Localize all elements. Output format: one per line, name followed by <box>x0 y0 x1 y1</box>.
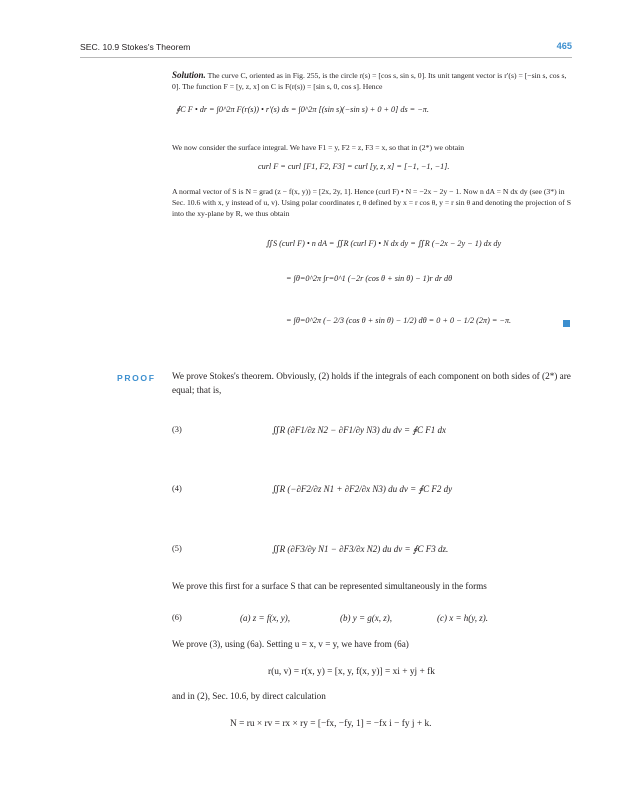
equation-3: ∬R (∂F1/∂z N2 − ∂F1/∂y N3) du dv = ∮C F1 dx <box>272 425 447 435</box>
solution-para-3: A normal vector of S is N = grad (z − f(x, y)) = [2x, 2y, 1]. Hence (curl F) • N = −2x − 2y − 1. Now n dA = N dx dy (see (3*) in Sec. 10.6 with x, y instead of u, v). Using polar coordinates r, θ defined by x = r cos θ, y = r sin θ and denoting the projection of S into the xy-plane by R, we thus obtain <box>172 187 572 218</box>
proof-label: PROOF <box>117 373 156 383</box>
solution-label: Solution. <box>172 70 206 80</box>
equation-surface-integral: ∬S (curl F) • n dA = ∬R (curl F) • N dx dy = ∬R (−2x − 2y − 1) dx dy <box>266 239 502 248</box>
equation-line-integral <box>176 104 429 114</box>
proof-calc-text: and in (2), Sec. 10.6, by direct calculation <box>172 691 326 701</box>
proof-forms-text: We prove this first for a surface S that can be represented simultaneously in the forms <box>172 581 487 591</box>
equation-label-6: (6) <box>172 613 182 622</box>
section-title: SEC. 10.9 Stokes's Theorem <box>80 42 191 52</box>
equation-4: ∬R (−∂F2/∂z N1 + ∂F2/∂x N3) du dv = ∮C F2 dy <box>272 484 453 494</box>
equation-label-4: (4) <box>172 484 182 493</box>
running-header <box>80 40 572 56</box>
proof-using-text: We prove (3), using (6a). Setting u = x, v = y, we have from (6a) <box>172 639 409 649</box>
equation-5: ∬R (∂F3/∂y N1 − ∂F3/∂x N2) du dv = ∮C F3 dz. <box>272 544 449 554</box>
equation-line-integral-text: ∮C F • dr = ∫0^2π F(r(s)) • r′(s) ds = ∫0^2π [(sin s)(−sin s) + 0 + 0] ds = −π. <box>176 105 429 114</box>
equation-polar-integral: = ∫θ=0^2π ∫r=0^1 (−2r (cos θ + sin θ) − 1)r dr dθ <box>286 274 453 283</box>
form-c: (c) x = h(y, z). <box>437 613 489 623</box>
equation-polar-result: = ∫θ=0^2π (− 2/3 (cos θ + sin θ) − 1/2) dθ = 0 + 0 − 1/2 (2π) = −π. <box>286 316 512 325</box>
equation-r: r(u, v) = r(x, y) = [x, y, f(x, y)] = xi + yj + fk <box>268 667 435 677</box>
header-rule <box>80 57 572 58</box>
solution-para-1 <box>172 70 572 92</box>
proof-intro: We prove Stokes's theorem. Obviously, (2) holds if the integrals of each component on both sides of (2*) are equal; that is, <box>172 371 571 395</box>
end-of-solution-mark <box>563 320 570 327</box>
equation-N: N = ru × rv = rx × ry = [−fx, −fy, 1] = −fx i − fy j + k. <box>230 719 432 729</box>
equation-label-5: (5) <box>172 544 182 553</box>
solution-text-1: The curve C, oriented as in Fig. 255, is the circle r(s) = [cos s, sin s, 0]. Its unit tangent vector is r′(s) = [−sin s, cos s, 0]. The function F = [y, z, x] on C is F(r(s)) = [sin s, 0, cos s]. Hence <box>172 71 567 91</box>
page-number: 465 <box>556 41 572 51</box>
form-a: (a) z = f(x, y), <box>240 613 291 623</box>
equation-curl: curl F = curl [F1, F2, F3] = curl [y, z, x] = [−1, −1, −1]. <box>258 162 450 171</box>
solution-para-2: We now consider the surface integral. We have F1 = y, F2 = z, F3 = x, so that in (2*) we obtain <box>172 143 465 152</box>
form-b: (b) y = g(x, z), <box>340 613 393 623</box>
equation-label-3: (3) <box>172 425 182 434</box>
